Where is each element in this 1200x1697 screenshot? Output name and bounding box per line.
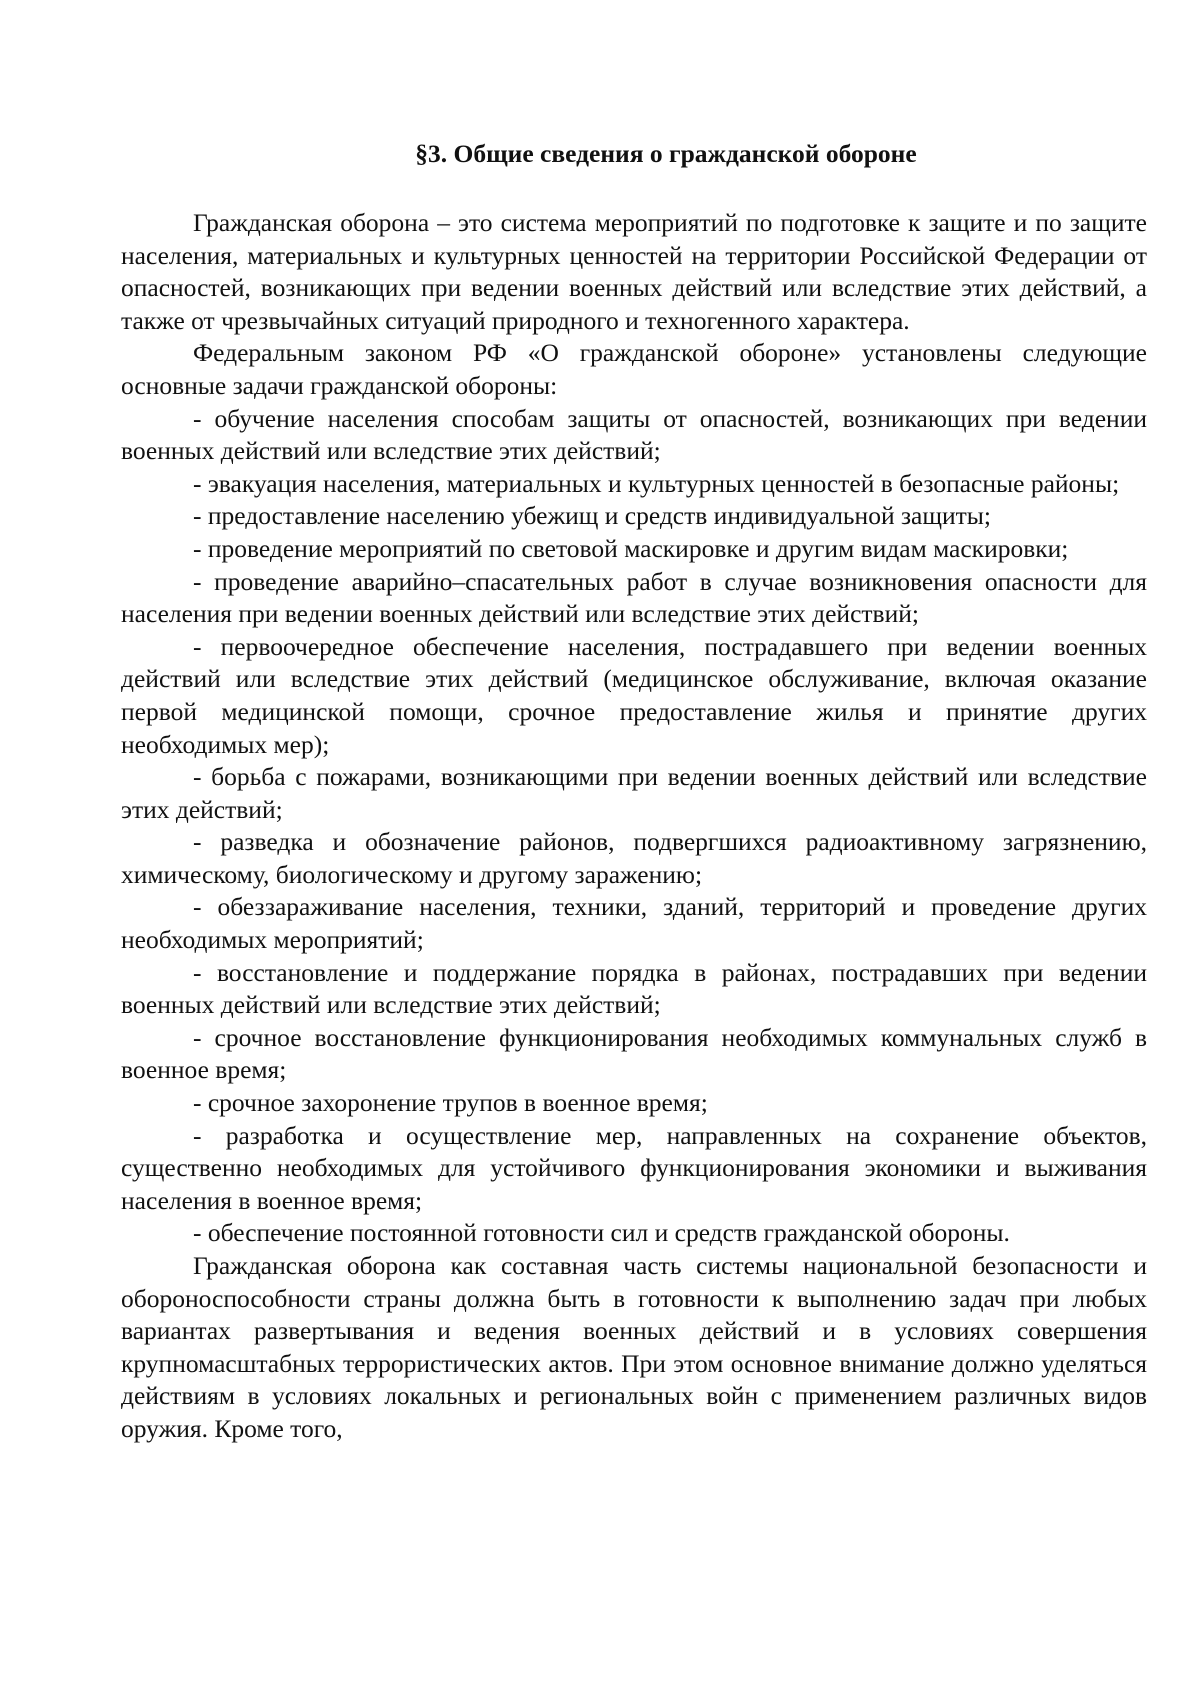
- list-item: - обучение населения способам защиты от опасностей, возникающих при ведении военных действий или вследствие этих действий;: [121, 403, 1147, 466]
- paragraph: Гражданская оборона – это система мероприятий по подготовке к защите и по защите населения, материальных и культурных ценностей на территории Российской Федерации от опасностей, возникающих при ведении военных действий или вследствие этих действий, а также от чрезвычайных ситуаций природного и техногенного характера.: [121, 208, 1147, 335]
- list-item: - первоочередное обеспечение населения, пострадавшего при ведении военных действий или вследствие этих действий (медицинское обслуживание, включая оказание первой медицинской помощи, срочное предоставление жилья и принятие других необходимых мер);: [121, 631, 1147, 759]
- list-item: - борьба с пожарами, возникающими при ведении военных действий или вследствие этих действий;: [121, 762, 1147, 824]
- paragraph: Гражданская оборона как составная часть системы национальной безопасности и обороноспособности страны должна быть в готовности к выполнению задач при любых вариантах развертывания и ведения военных действий и в условиях совершения крупномасштабных террористических актов. При этом основное внимание должно уделяться действиям в условиях локальных и региональных войн с применением различных видов оружия. Кроме того,: [121, 1251, 1147, 1443]
- paragraph: Федеральным законом РФ «О гражданской обороне» установлены следующие основные задачи гражданской обороны:: [121, 338, 1147, 400]
- list-item: - разработка и осуществление мер, направленных на сохранение объектов, существенно необходимых для устойчивого функционирования экономики и выживания населения в военное время;: [121, 1120, 1147, 1215]
- list-item: - предоставление населению убежищ и средств индивидуальной защиты;: [193, 501, 992, 531]
- document-page: [121, 138, 1147, 1446]
- list-item: - восстановление и поддержание порядка в районах, пострадавших при ведении военных действий или вследствие этих действий;: [121, 957, 1147, 1020]
- list-item: - эвакуация населения, материальных и культурных ценностей в безопасные районы;: [193, 468, 1120, 498]
- list-item: - обеспечение постоянной готовности сил и средств гражданской обороны.: [193, 1218, 1010, 1248]
- list-item: - срочное захоронение трупов в военное время;: [193, 1088, 708, 1118]
- list-item: - обеззараживание населения, техники, зданий, территорий и проведение других необходимых мероприятий;: [121, 892, 1147, 955]
- list-item: - проведение аварийно–спасательных работ в случае возникновения опасности для населения при ведении военных действий или вследствие этих действий;: [121, 566, 1147, 629]
- list-item: - разведка и обозначение районов, подвергшихся радиоактивному загрязнению, химическому, биологическому и другому заражению;: [121, 827, 1147, 889]
- page-title: §3. Общие сведения о гражданской обороне: [415, 139, 917, 168]
- body-text: [121, 207, 1147, 1446]
- list-item: - проведение мероприятий по световой маскировке и другим видам маскировки;: [193, 533, 1069, 563]
- list-item: - срочное восстановление функционирования необходимых коммунальных служб в военное время;: [121, 1022, 1147, 1085]
